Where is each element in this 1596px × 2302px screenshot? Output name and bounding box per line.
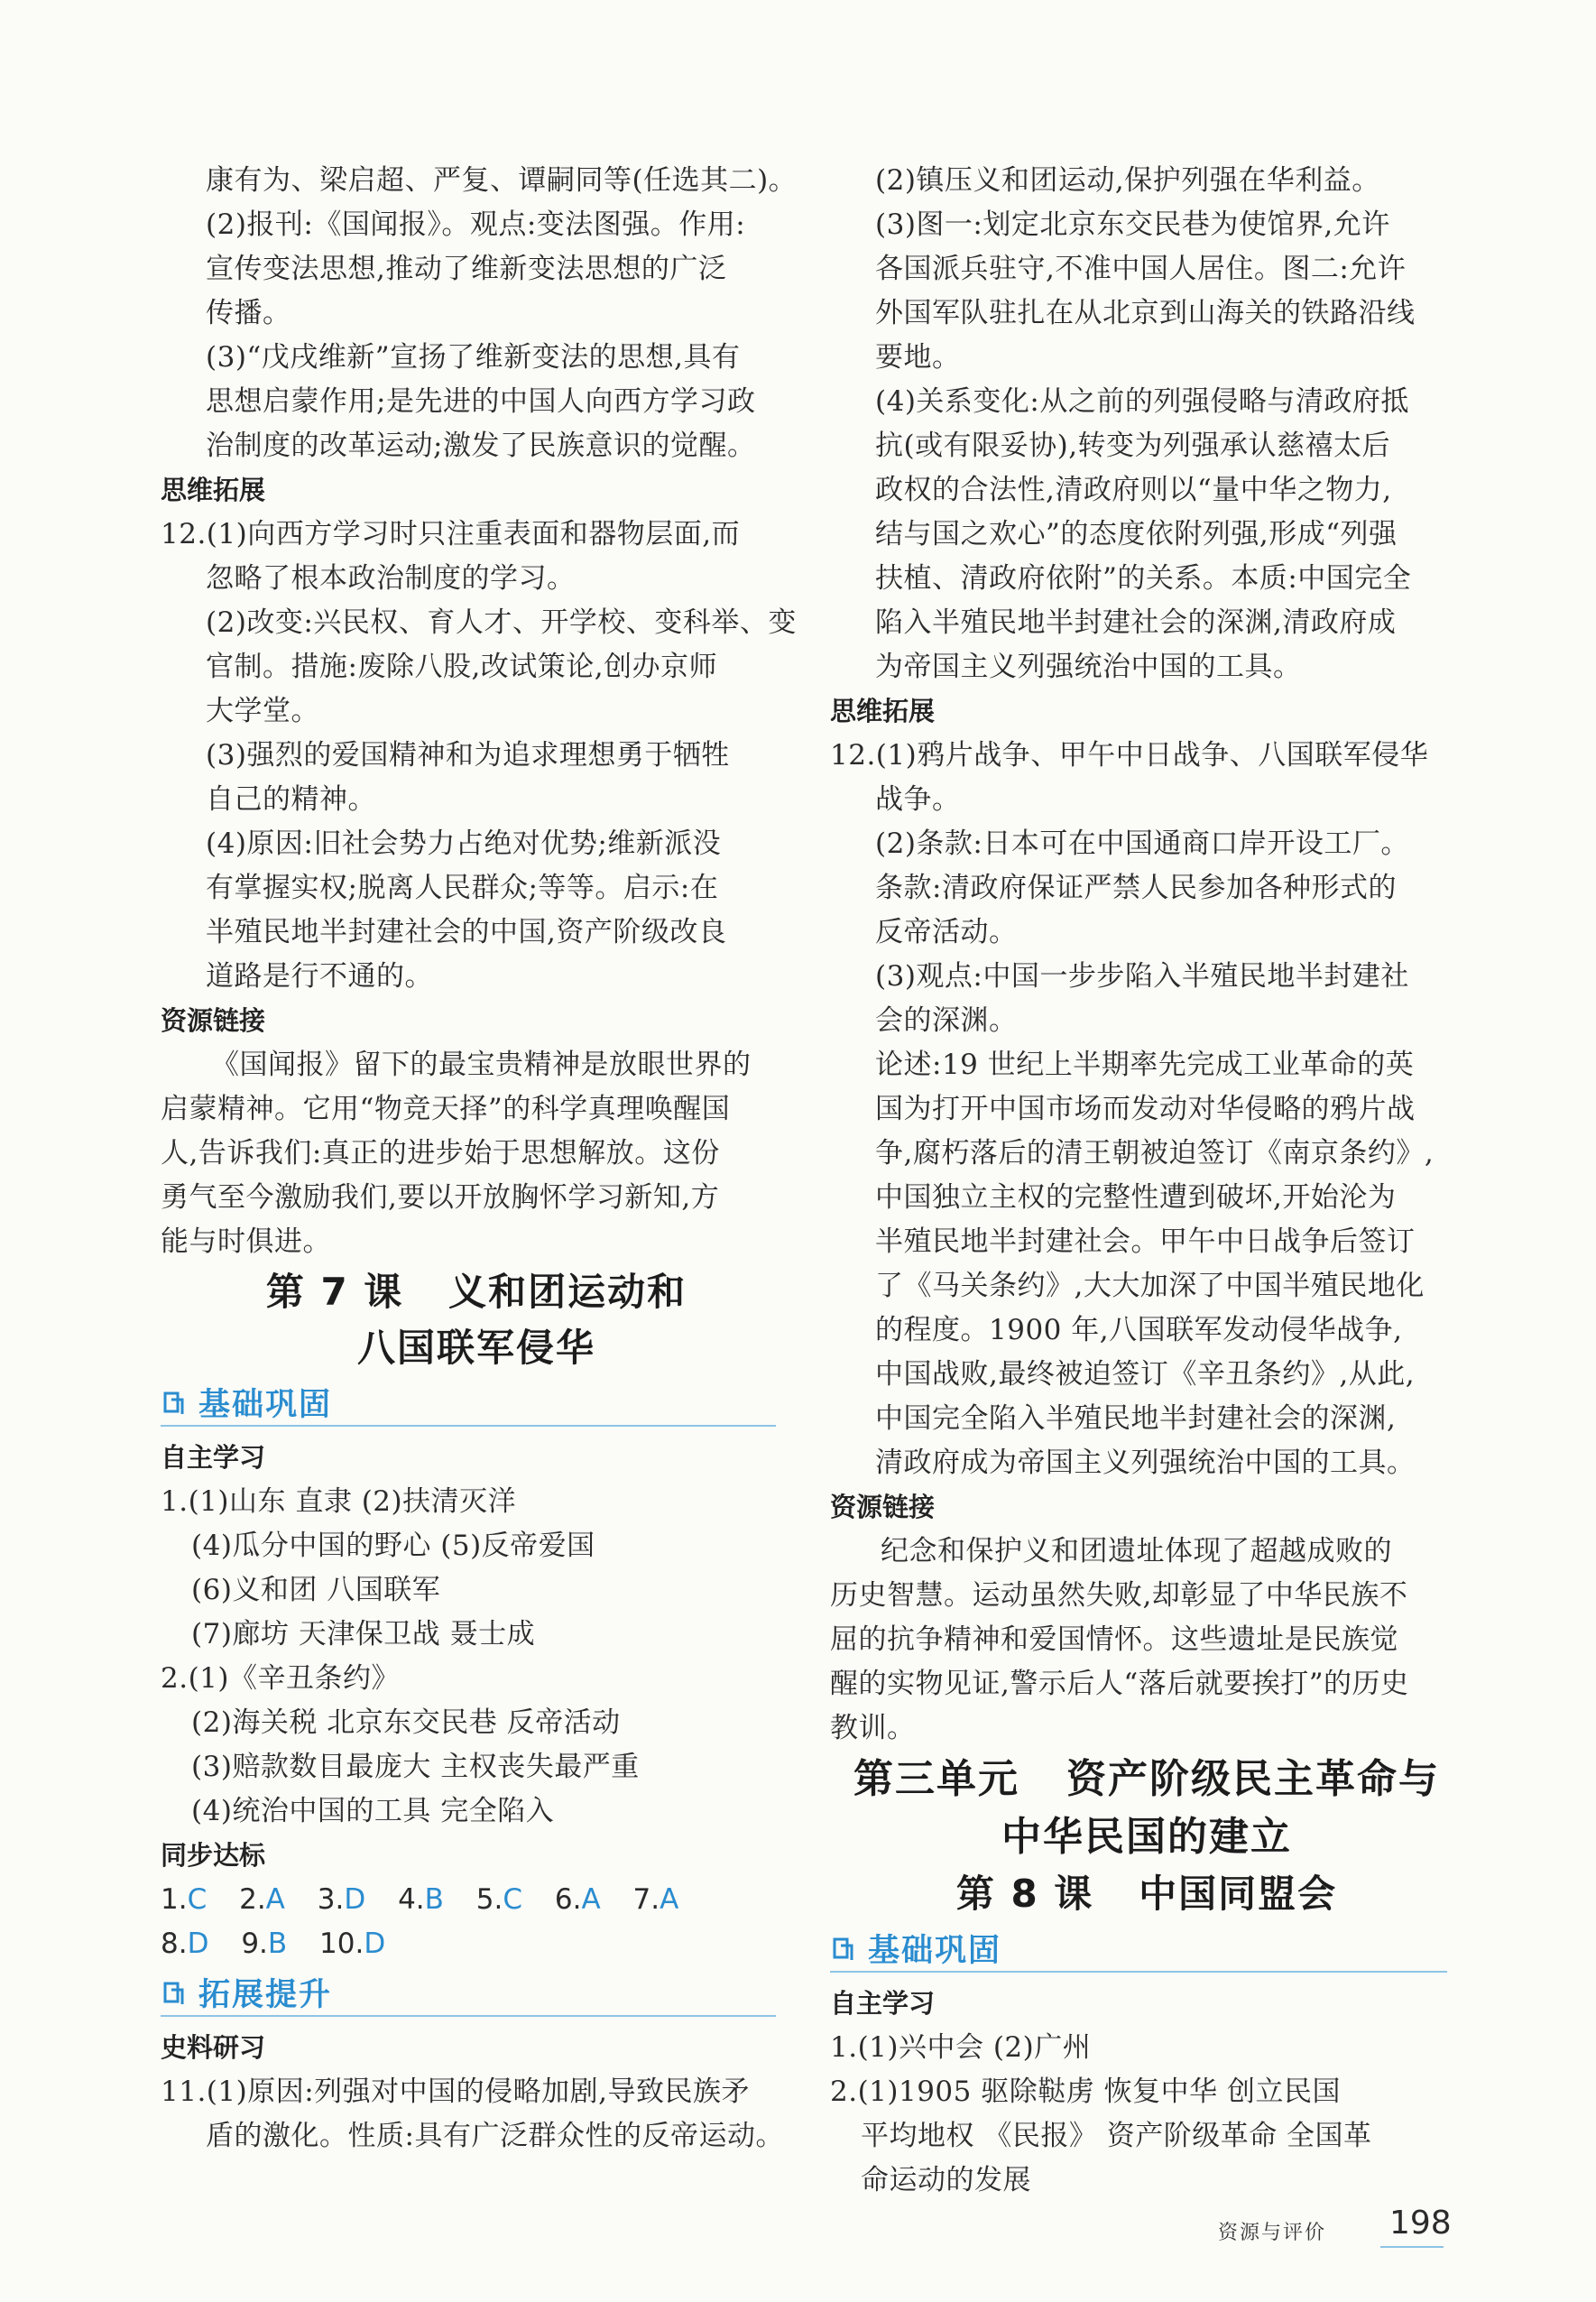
banner-title: 拓展提升 xyxy=(198,1977,333,2013)
text-line: (4)瓜分中国的野心 (5)反帝爱国 xyxy=(191,1530,595,1562)
text-line: 教训。 xyxy=(830,1712,916,1744)
text-line: 战争。 xyxy=(875,783,961,816)
bookmark-icon xyxy=(832,1937,855,1964)
text-line: 1.(1)山东 直隶 (2)扶清灭洋 xyxy=(161,1485,517,1518)
section-heading-thinking: 思维拓展 xyxy=(830,696,936,726)
text-line: 中国完全陷入半殖民地半封建社会的深渊, xyxy=(875,1402,1397,1435)
text-line: 反帝活动。 xyxy=(875,916,1018,948)
banner-title: 基础巩固 xyxy=(868,1933,1002,1969)
answer-item: 6.A xyxy=(554,1883,601,1916)
text-line: 命运动的发展 xyxy=(861,2164,1031,2196)
bookmark-icon xyxy=(162,1391,186,1418)
text-line: 醒的实物见证,警示后人“落后就要挨打”的历史 xyxy=(830,1668,1409,1700)
banner-rule xyxy=(830,1971,1447,1973)
text-line: (3)图一:划定北京东交民巷为使馆界,允许 xyxy=(875,208,1390,241)
text-line: 宣传变法思想,推动了维新变法思想的广泛 xyxy=(206,253,727,285)
text-line: 12.(1)向西方学习时只注重表面和器物层面,而 xyxy=(161,518,741,550)
answer-item: 4.B xyxy=(398,1883,444,1916)
text-line: 的程度。1900 年,八国联军发动侵华战争, xyxy=(875,1314,1403,1346)
text-line: 了《马关条约》,大大加深了中国半殖民地化 xyxy=(875,1270,1425,1302)
answer-item: 1.C xyxy=(161,1883,208,1916)
text-line: 结与国之欢心”的态度依附列强,形成“列强 xyxy=(875,518,1398,550)
section-heading-self-study: 自主学习 xyxy=(830,1988,936,2019)
left-column xyxy=(161,159,798,2159)
text-line: 官制。措施:废除八股,改试策论,创办京师 xyxy=(206,651,718,683)
text-line: (3)赔款数目最庞大 主权丧失最严重 xyxy=(191,1751,640,1783)
page-footer xyxy=(1218,2203,1453,2253)
lesson-title: 第 7 课 义和团运动和 xyxy=(265,1270,687,1314)
text-line: 抗(或有限妥协),转变为列强承认慈禧太后 xyxy=(875,430,1391,462)
text-line: (6)义和团 八国联军 xyxy=(191,1574,441,1606)
bookmark-icon xyxy=(162,1981,186,2008)
text-line: (3)观点:中国一步步陷入半殖民地半封建社 xyxy=(875,960,1409,993)
text-line: 康有为、梁启超、严复、谭嗣同等(任选其二)。 xyxy=(206,164,798,197)
text-line: 盾的激化。性质:具有广泛群众性的反帝运动。 xyxy=(206,2120,784,2152)
text-line: 条款:清政府保证严禁人民参加各种形式的 xyxy=(875,872,1397,904)
text-line: 历史智慧。运动虽然失败,却彰显了中华民族不 xyxy=(830,1579,1408,1612)
section-heading-resources: 资源链接 xyxy=(830,1492,936,1522)
page-number-underline xyxy=(1380,2246,1444,2248)
section-heading-resources: 资源链接 xyxy=(161,1005,266,1036)
lesson-title: 第 8 课 中国同盟会 xyxy=(955,1872,1338,1916)
section-banner-basics xyxy=(830,1926,1463,1978)
text-line: 半殖民地半封建社会。甲午中日战争后签订 xyxy=(875,1225,1416,1258)
unit-title: 中华民国的建立 xyxy=(1001,1814,1292,1860)
answer-item: 8.D xyxy=(161,1928,209,1960)
text-line: 各国派兵驻守,不准中国人居住。图二:允许 xyxy=(875,253,1407,285)
text-line: (2)改变:兴民权、育人才、开学校、变科举、变 xyxy=(206,606,797,639)
text-line: 扶植、清政府依附”的关系。本质:中国完全 xyxy=(875,562,1412,595)
text-line: 要地。 xyxy=(875,341,961,374)
answer-row xyxy=(161,1878,792,1922)
text-line: 治制度的改革运动;激发了民族意识的觉醒。 xyxy=(206,430,756,462)
answer-item: 7.A xyxy=(632,1883,679,1916)
banner-title: 基础巩固 xyxy=(198,1387,333,1423)
footer-label: 资源与评价 xyxy=(1218,2222,1327,2244)
text-line: 11.(1)原因:列强对中国的侵略加剧,导致民族矛 xyxy=(161,2075,751,2108)
text-line: 屈的抗争精神和爱国情怀。这些遗址是民族觉 xyxy=(830,1623,1398,1656)
answer-row xyxy=(161,1922,792,1966)
text-line: 启蒙精神。它用“物竞天择”的科学真理唤醒国 xyxy=(161,1093,731,1125)
text-line: 中国战败,最终被迫签订《辛丑条约》,从此, xyxy=(875,1358,1416,1391)
section-banner-basics xyxy=(161,1380,792,1432)
text-line: 2.(1)《辛丑条约》 xyxy=(161,1662,400,1695)
text-line: 1.(1)兴中会 (2)广州 xyxy=(830,2031,1092,2064)
section-heading-thinking: 思维拓展 xyxy=(161,475,266,505)
text-line: 纪念和保护义和团遗址体现了超越成败的 xyxy=(881,1535,1392,1567)
text-line: 半殖民地半封建社会的中国,资产阶级改良 xyxy=(206,916,727,948)
right-column xyxy=(830,159,1463,2203)
text-line: 自己的精神。 xyxy=(206,783,376,816)
text-line: 平均地权 《民报》 资产阶级革命 全国革 xyxy=(861,2120,1372,2152)
answer-item: 3.D xyxy=(317,1883,366,1916)
text-line: 国为打开中国市场而发动对华侵略的鸦片战 xyxy=(875,1093,1416,1125)
answer-item: 5.C xyxy=(475,1883,523,1916)
answer-item: 2.A xyxy=(239,1883,285,1916)
text-line: 外国军队驻扎在从北京到山海关的铁路沿线 xyxy=(875,297,1416,329)
text-line: 清政府成为帝国主义列强统治中国的工具。 xyxy=(875,1447,1416,1479)
banner-rule xyxy=(161,2015,776,2017)
text-line: 传播。 xyxy=(206,297,291,329)
text-line: (7)廊坊 天津保卫战 聂士成 xyxy=(191,1618,536,1650)
section-heading-self-study: 自主学习 xyxy=(161,1442,266,1473)
text-line: 论述:19 世纪上半期率先完成工业革命的英 xyxy=(875,1049,1415,1081)
text-line: (4)统治中国的工具 完全陷入 xyxy=(191,1795,555,1827)
unit-title: 第三单元 资产阶级民主革命与 xyxy=(853,1756,1440,1802)
answer-item: 10.D xyxy=(319,1928,386,1960)
banner-rule xyxy=(161,1425,776,1427)
text-line: (2)海关税 北京东交民巷 反帝活动 xyxy=(191,1706,621,1739)
section-heading-sync: 同步达标 xyxy=(161,1840,266,1871)
text-line: (3)强烈的爱国精神和为追求理想勇于牺牲 xyxy=(206,739,730,772)
section-heading-historical-materials: 史料研习 xyxy=(161,2032,266,2063)
text-line: 2.(1)1905 驱除鞑虏 恢复中华 创立民国 xyxy=(830,2075,1341,2108)
text-line: 大学堂。 xyxy=(206,695,319,727)
text-line: 争,腐朽落后的清王朝被迫签订《南京条约》, xyxy=(875,1137,1435,1169)
text-line: 有掌握实权;脱离人民群众;等等。启示:在 xyxy=(206,872,719,904)
text-line: (2)镇压义和团运动,保护列强在华利益。 xyxy=(875,164,1380,197)
lesson-title: 八国联军侵华 xyxy=(356,1326,595,1370)
text-line: 12.(1)鸦片战争、甲午中日战争、八国联军侵华 xyxy=(830,739,1429,772)
text-line: 道路是行不通的。 xyxy=(206,960,433,993)
text-line: 能与时俱进。 xyxy=(161,1225,331,1258)
section-banner-extension xyxy=(161,1970,792,2022)
text-line: 为帝国主义列强统治中国的工具。 xyxy=(875,651,1302,683)
text-line: 忽略了根本政治制度的学习。 xyxy=(206,562,576,595)
text-line: (4)原因:旧社会势力占绝对优势;维新派没 xyxy=(206,827,722,860)
text-line: (2)报刊:《国闻报》。观点:变法图强。作用: xyxy=(206,208,746,241)
text-line: (3)“戊戌维新”宣扬了维新变法的思想,具有 xyxy=(206,341,741,374)
text-line: 政权的合法性,清政府则以“量中华之物力, xyxy=(875,474,1392,506)
text-line: 陷入半殖民地半封建社会的深渊,清政府成 xyxy=(875,606,1397,639)
text-line: 人,告诉我们:真正的进步始于思想解放。这份 xyxy=(161,1137,720,1169)
text-line: 会的深渊。 xyxy=(875,1004,1018,1037)
text-line: (4)关系变化:从之前的列强侵略与清政府抵 xyxy=(875,385,1409,418)
answer-item: 9.B xyxy=(241,1928,288,1960)
text-line: 中国独立主权的完整性遭到破坏,开始沦为 xyxy=(875,1181,1397,1214)
text-line: 勇气至今激励我们,要以开放胸怀学习新知,方 xyxy=(161,1181,720,1214)
text-line: 思想启蒙作用;是先进的中国人向西方学习政 xyxy=(206,385,756,418)
text-line: (2)条款:日本可在中国通商口岸开设工厂。 xyxy=(875,827,1409,860)
page-number: 198 xyxy=(1389,2205,1452,2242)
text-line: 《国闻报》留下的最宝贵精神是放眼世界的 xyxy=(211,1049,752,1081)
